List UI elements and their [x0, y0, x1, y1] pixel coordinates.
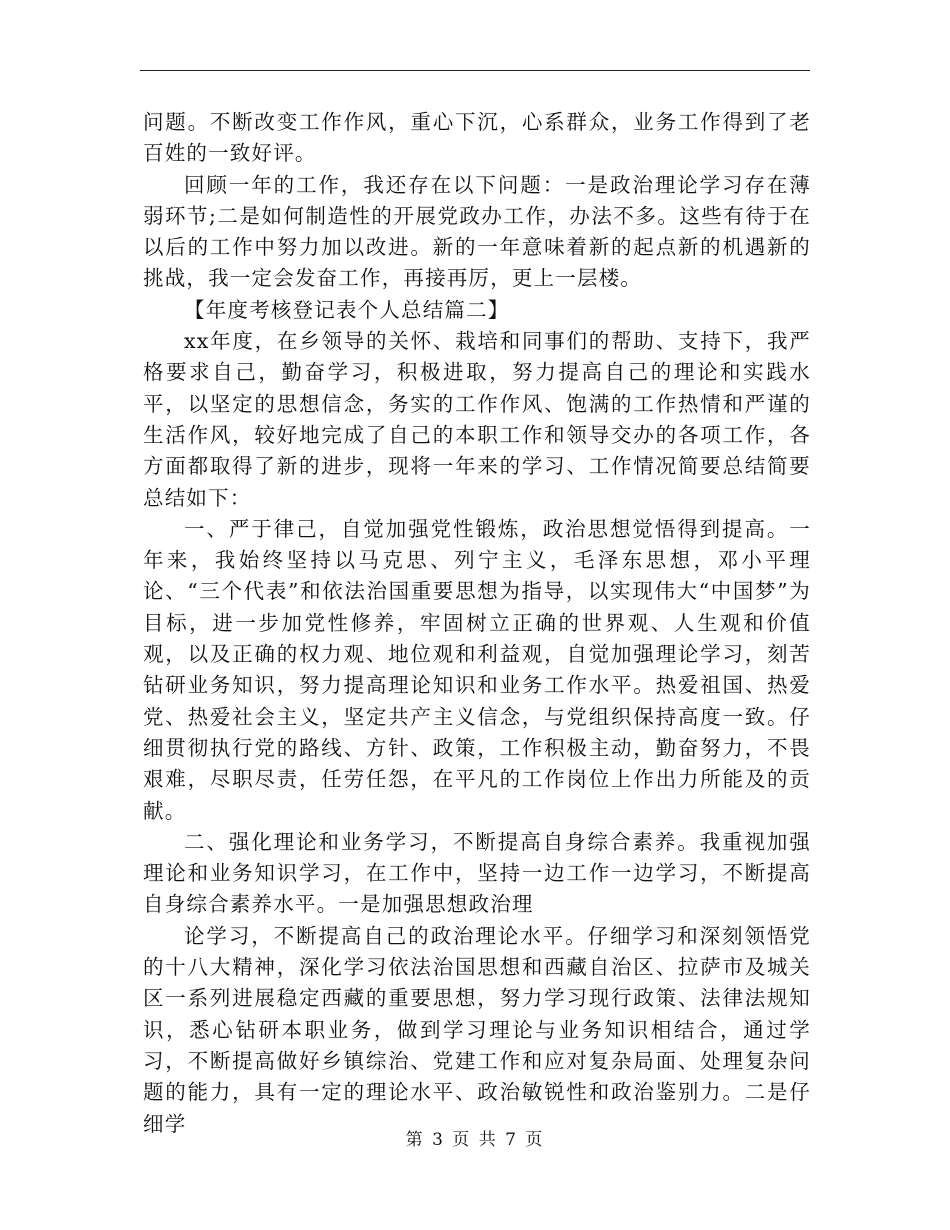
paragraph: 一、严于律己，自觉加强党性锻炼，政治思想觉悟得到提高。一年来，我始终坚持以马克思、列宁主义，毛泽东思想，邓小平理论、“三个代表”和依法治国重要思想为指导，以实现伟大“中国梦”为目标，进一步加党性修养，牢固树立正确的世界观、人生观和价值观，以及正确的权力观、地位观和利益观，自觉加强理论学习，刻苦钻研业务知识，努力提高理论知识和业务工作水平。热爱祖国、热爱党、热爱社会主义，坚定共产主义信念，与党组织保持高度一致。仔细贯彻执行党的路线、方针、政策，工作积极主动，勤奋努力，不畏艰难，尽职尽责，任劳任怨，在平凡的工作岗位上作出力所能及的贡献。: [143, 516, 811, 823]
paragraph: 问题。不断改变工作作风，重心下沉，心系群众，业务工作得到了老百姓的一致好评。: [143, 110, 811, 166]
header-divider: [140, 70, 810, 71]
paragraph: xx年度，在乡领导的关怀、栽培和同事们的帮助、支持下，我严格要求自己，勤奋学习，积极进取，努力提高自己的理论和实践水平，以坚定的思想信念，务实的工作作风、饱满的工作热情和严谨的生活作风，较好地完成了自己的本职工作和领导交办的各项工作，各方面都取得了新的进步，现将一年来的学习、工作情况简要总结简要总结如下：: [143, 329, 811, 510]
section-heading: 【年度考核登记表个人总结篇二】: [184, 297, 510, 322]
page-number-footer: 第 3 页 共 7 页: [405, 1130, 545, 1150]
paragraph: 二、强化理论和业务学习，不断提高自身综合素养。我重视加强理论和业务知识学习，在工作中，坚持一边工作一边学习，不断提高自身综合素养水平。一是加强思想政治理: [143, 829, 811, 917]
paragraph: 回顾一年的工作，我还存在以下问题：一是政治理论学习存在薄弱环节;二是如何制造性的开展党政办工作，办法不多。这些有待于在以后的工作中努力加以改进。新的一年意味着新的起点新的机遇新的挑战，我一定会发奋工作，再接再厉，更上一层楼。: [143, 172, 811, 291]
paragraph: 论学习，不断提高自己的政治理论水平。仔细学习和深刻领悟党的十八大精神，深化学习依法治国思想和西藏自治区、拉萨市及城关区一系列进展稳定西藏的重要思想，努力学习现行政策、法律法规知识，悉心钻研本职业务，做到学习理论与业务知识相结合，通过学习，不断提高做好乡镇综治、党建工作和应对复杂局面、处理复杂问题的能力，具有一定的理论水平、政治敏锐性和政治鉴别力。二是仔细学: [143, 923, 811, 1136]
document-body: [143, 107, 811, 1140]
